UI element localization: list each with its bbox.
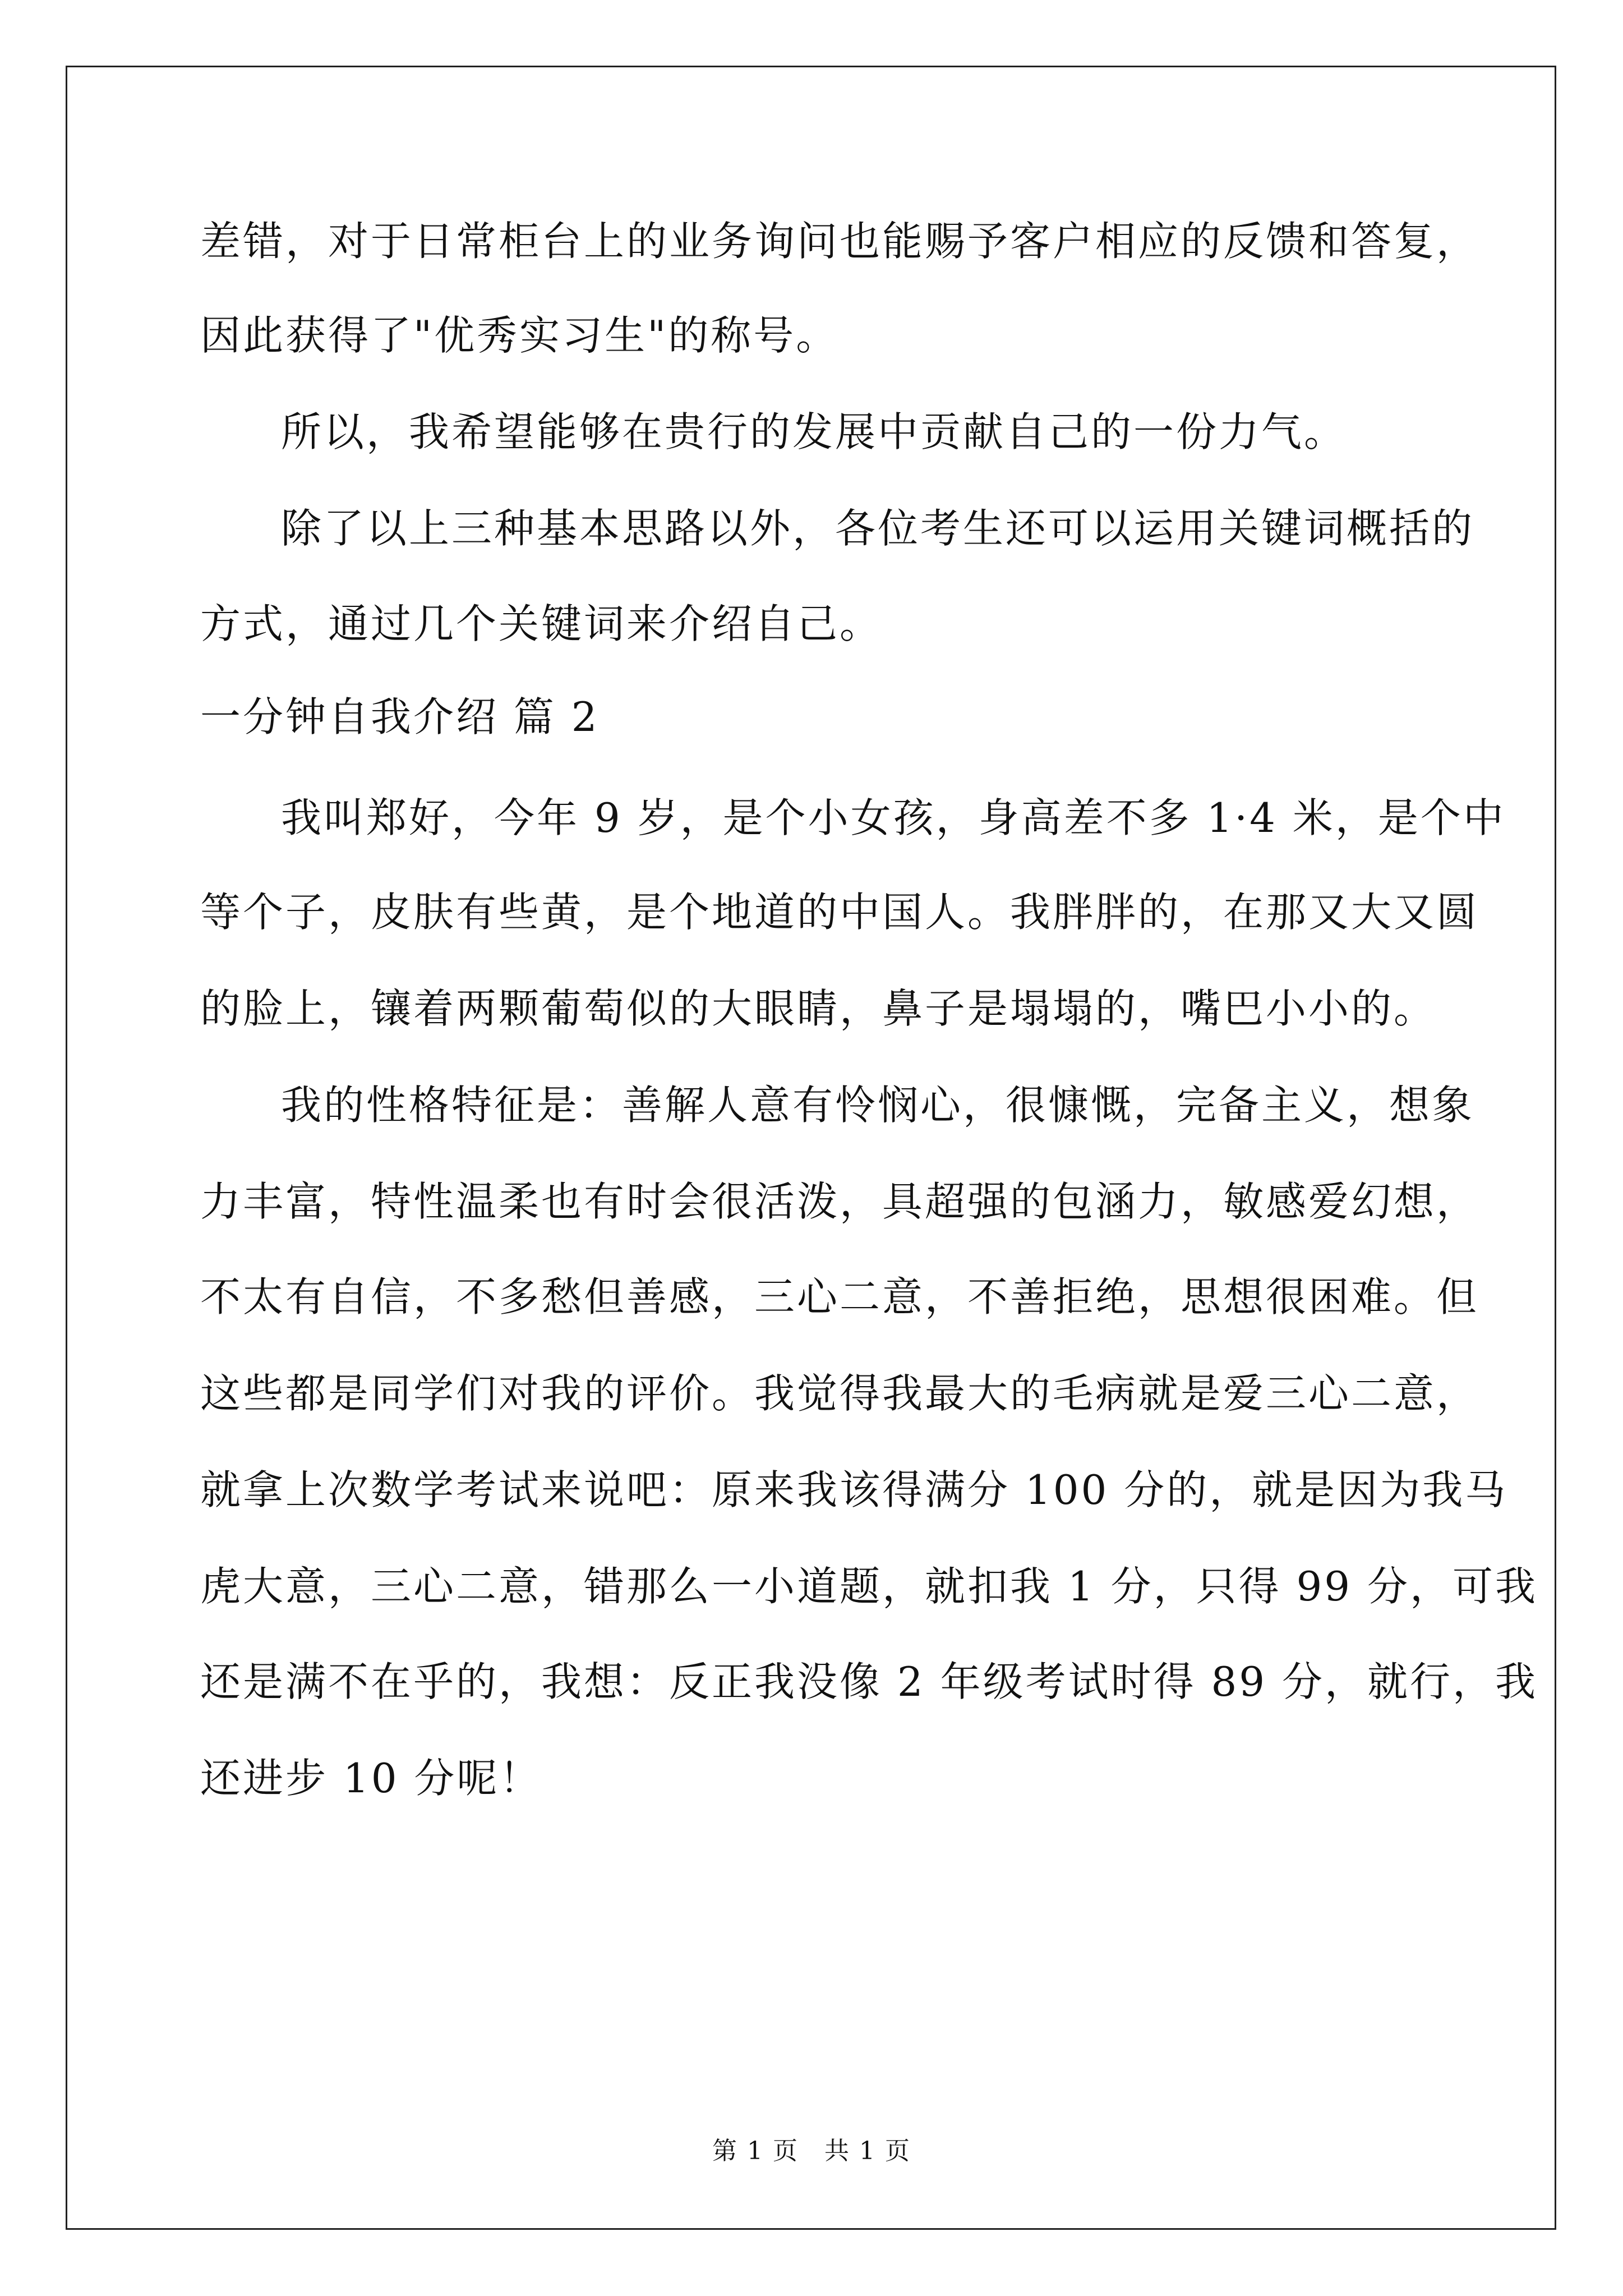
paragraph-line: 除了以上三种基本思路以外，各位考生还可以运用关键词概括的 bbox=[281, 505, 1475, 552]
paragraph-line: 力丰富，特性温柔也有时会很活泼，具超强的包涵力，敏感爱幻想， bbox=[200, 1178, 1479, 1225]
paragraph-line: 不太有自信，不多愁但善感，三心二意，不善拒绝，思想很困难。但 bbox=[200, 1273, 1479, 1320]
paragraph-line: 的脸上，镶着两颗葡萄似的大眼睛，鼻子是塌塌的，嘴巴小小的。 bbox=[200, 985, 1437, 1032]
page-number-footer: 第 1 页 共 1 页 bbox=[712, 2137, 911, 2165]
paragraph-line: 差错，对于日常柜台上的业务询问也能赐予客户相应的反馈和答复， bbox=[200, 218, 1479, 265]
paragraph-line: 虎大意，三心二意，错那么一小道题，就扣我 1 分，只得 99 分，可我 bbox=[200, 1563, 1538, 1610]
page-border bbox=[66, 66, 1556, 2230]
paragraph-line: 还是满不在乎的，我想：反正我没像 2 年级考试时得 89 分，就行，我 bbox=[200, 1658, 1538, 1705]
paragraph-line: 所以，我希望能够在贵行的发展中贡献自己的一份力气。 bbox=[281, 408, 1347, 455]
paragraph-line: 等个子，皮肤有些黄，是个地道的中国人。我胖胖的，在那又大又圆 bbox=[200, 889, 1479, 936]
paragraph-line: 这些都是同学们对我的评价。我觉得我最大的毛病就是爱三心二意， bbox=[200, 1370, 1479, 1417]
paragraph-line: 就拿上次数学考试来说吧：原来我该得满分 100 分的，就是因为我马 bbox=[200, 1466, 1508, 1513]
section-heading: 一分钟自我介绍 篇 2 bbox=[200, 693, 600, 740]
paragraph-line: 还进步 10 分呢！ bbox=[200, 1755, 542, 1802]
paragraph-line: 因此获得了"优秀实习生"的称号。 bbox=[200, 312, 839, 359]
paragraph-line: 我叫郑好，今年 9 岁，是个小女孩，身高差不多 1·4 米，是个中 bbox=[281, 794, 1506, 841]
paragraph-line: 方式，通过几个关键词来介绍自己。 bbox=[200, 600, 883, 647]
paragraph-line: 我的性格特征是：善解人意有怜悯心，很慷慨，完备主义，想象 bbox=[281, 1082, 1475, 1129]
